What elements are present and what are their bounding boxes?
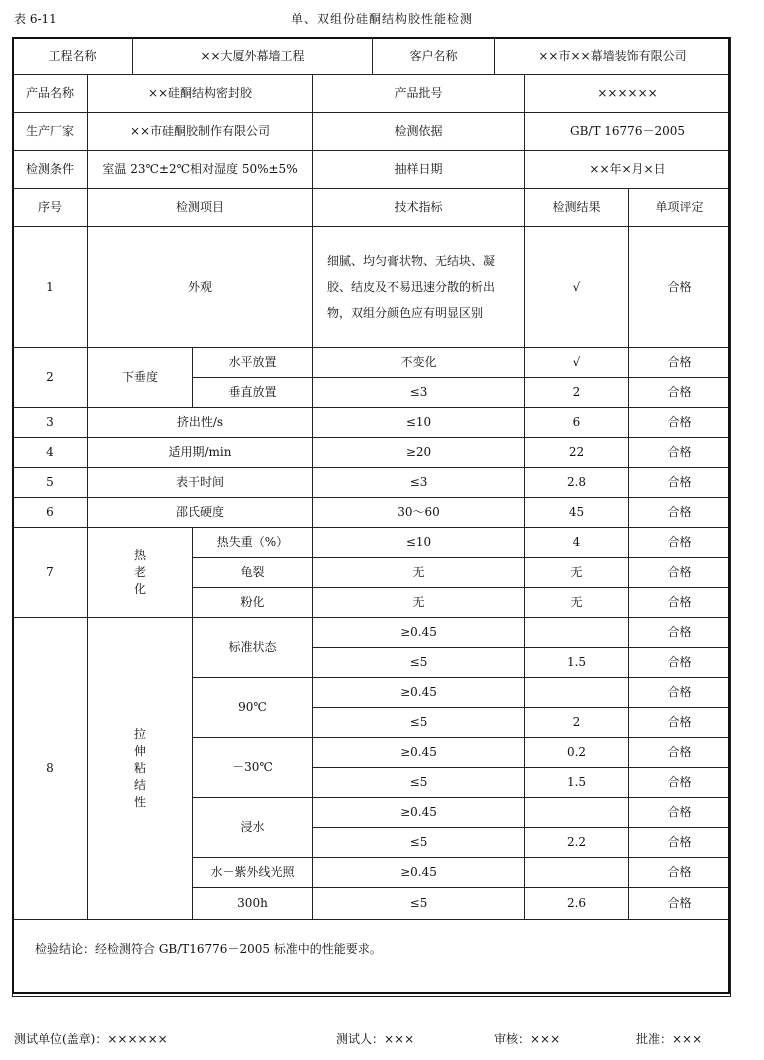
spec-value: ≥0.45 (313, 738, 525, 768)
eval-value: 合格 (629, 708, 731, 738)
footer-reviewer: 审核：××× (494, 1032, 561, 1046)
item-sub: 龟裂 (193, 558, 313, 588)
col-header-no: 序号 (13, 189, 88, 227)
item-sub: 90℃ (193, 678, 313, 738)
spec-value: ≥20 (313, 438, 525, 468)
eval-value: 合格 (629, 348, 731, 378)
spec-value: 30～60 (313, 498, 525, 528)
eval-value: 合格 (629, 438, 731, 468)
row-no: 4 (13, 438, 88, 468)
result-value (525, 858, 629, 888)
client-label: 客户名称 (373, 38, 495, 75)
row-no: 5 (13, 468, 88, 498)
item-name: 邵氏硬度 (88, 498, 313, 528)
spec-value: ≤10 (313, 528, 525, 558)
footer-tester: 测试人：××× (336, 1032, 415, 1046)
batch-label: 产品批号 (313, 75, 525, 113)
eval-value: 合格 (629, 738, 731, 768)
eval-value: 合格 (629, 858, 731, 888)
conclusion-row (13, 920, 731, 997)
eval-value: 合格 (629, 378, 731, 408)
project-label: 工程名称 (13, 38, 133, 75)
spec-value: ≤10 (313, 408, 525, 438)
eval-value: 合格 (629, 498, 731, 528)
item-name: 挤出性/s (88, 408, 313, 438)
spec-value: ≤3 (313, 378, 525, 408)
table-row (13, 498, 731, 528)
spec-value: 无 (313, 558, 525, 588)
result-value: √ (525, 348, 629, 378)
spec-value: 细腻、均匀膏状物、无结块、凝胶、结皮及不易迅速分散的析出物，双组分颜色应有明显区别 (313, 227, 525, 348)
result-value: 6 (525, 408, 629, 438)
row-no: 8 (13, 618, 88, 920)
result-value (525, 798, 629, 828)
basis-value: GB/T 16776－2005 (525, 113, 731, 151)
info-row-product (13, 75, 731, 113)
result-value: 4 (525, 528, 629, 558)
eval-value: 合格 (629, 408, 731, 438)
result-value: 2 (525, 378, 629, 408)
project-value: ××大厦外幕墙工程 (133, 38, 373, 75)
table-row (13, 438, 731, 468)
eval-value: 合格 (629, 888, 731, 920)
eval-value: 合格 (629, 768, 731, 798)
item-group-vertical: 拉 伸 粘 结 性 (88, 618, 193, 920)
batch-value: ×××××× (525, 75, 731, 113)
eval-value: 合格 (629, 678, 731, 708)
client-value: ××市××幕墙装饰有限公司 (495, 38, 731, 75)
footer-unit: 测试单位(盖章)：×××××× (14, 1032, 168, 1046)
result-value: 22 (525, 438, 629, 468)
spec-value: ≤3 (313, 468, 525, 498)
result-value: 45 (525, 498, 629, 528)
col-header-spec: 技术指标 (313, 189, 525, 227)
result-value (525, 678, 629, 708)
eval-value: 合格 (629, 558, 731, 588)
spec-value: ≥0.45 (313, 618, 525, 648)
item-name: 表干时间 (88, 468, 313, 498)
info-row-maker (13, 113, 731, 151)
spec-value: ≥0.45 (313, 678, 525, 708)
product-label: 产品名称 (13, 75, 88, 113)
result-value: 无 (525, 558, 629, 588)
eval-value: 合格 (629, 588, 731, 618)
document-title: 单、双组份硅酮结构胶性能检测 (290, 12, 473, 26)
row-no: 3 (13, 408, 88, 438)
item-sub: 标准状态 (193, 618, 313, 678)
col-header-item: 检测项目 (88, 189, 313, 227)
spec-value: ≥0.45 (313, 858, 525, 888)
result-value: 0.2 (525, 738, 629, 768)
info-table-top (12, 37, 731, 75)
item-name: 外观 (88, 227, 313, 348)
item-sub: 粉化 (193, 588, 313, 618)
spec-value: ≤5 (313, 888, 525, 920)
result-value (525, 618, 629, 648)
eval-value: 合格 (629, 618, 731, 648)
item-sub: 水－紫外线光照 (193, 858, 313, 888)
item-sub-2: 300h (193, 888, 313, 920)
cond-value: 室温 23℃±2℃相对湿度 50%±5% (88, 151, 313, 189)
table-row (13, 408, 731, 438)
table-row (13, 348, 731, 378)
item-name: 适用期/min (88, 438, 313, 468)
table-row (13, 227, 731, 348)
item-sub: 水平放置 (193, 348, 313, 378)
spec-value: ≤5 (313, 648, 525, 678)
footer-approver: 批准：××× (636, 1032, 703, 1046)
row-no: 1 (13, 227, 88, 348)
result-value: 2.6 (525, 888, 629, 920)
eval-value: 合格 (629, 468, 731, 498)
maker-value: ××市硅酮胶制作有限公司 (88, 113, 313, 151)
column-header-row (13, 189, 731, 227)
result-value: 2 (525, 708, 629, 738)
cond-label: 检测条件 (13, 151, 88, 189)
result-value: 1.5 (525, 768, 629, 798)
spec-value: ≥0.45 (313, 798, 525, 828)
eval-value: 合格 (629, 648, 731, 678)
spec-value: ≤5 (313, 708, 525, 738)
maker-label: 生产厂家 (13, 113, 88, 151)
basis-label: 检测依据 (313, 113, 525, 151)
table-number: 表 6-11 (14, 12, 57, 26)
spec-value: 无 (313, 588, 525, 618)
eval-value: 合格 (629, 227, 731, 348)
row-no: 2 (13, 348, 88, 408)
item-sub: 浸水 (193, 798, 313, 858)
table-row (13, 528, 731, 558)
eval-value: 合格 (629, 798, 731, 828)
item-group: 下垂度 (88, 348, 193, 408)
performance-table (12, 74, 731, 997)
item-sub: －30℃ (193, 738, 313, 798)
table-row (13, 468, 731, 498)
row-no: 6 (13, 498, 88, 528)
date-value: ××年×月×日 (525, 151, 731, 189)
eval-value: 合格 (629, 828, 731, 858)
item-sub: 垂直放置 (193, 378, 313, 408)
item-sub: 热失重（%） (193, 528, 313, 558)
product-value: ××硅酮结构密封胶 (88, 75, 313, 113)
col-header-result: 检测结果 (525, 189, 629, 227)
result-value: √ (525, 227, 629, 348)
spec-value: ≤5 (313, 768, 525, 798)
table-row (13, 618, 731, 648)
spec-value: 不变化 (313, 348, 525, 378)
result-value: 1.5 (525, 648, 629, 678)
result-value: 无 (525, 588, 629, 618)
result-value: 2.2 (525, 828, 629, 858)
spec-value: ≤5 (313, 828, 525, 858)
item-group-vertical: 热 老 化 (88, 528, 193, 618)
conclusion-text: 检验结论：经检测符合 GB/T16776－2005 标准中的性能要求。 (13, 920, 731, 997)
info-row-condition (13, 151, 731, 189)
row-no: 7 (13, 528, 88, 618)
col-header-eval: 单项评定 (629, 189, 731, 227)
eval-value: 合格 (629, 528, 731, 558)
date-label: 抽样日期 (313, 151, 525, 189)
result-value: 2.8 (525, 468, 629, 498)
